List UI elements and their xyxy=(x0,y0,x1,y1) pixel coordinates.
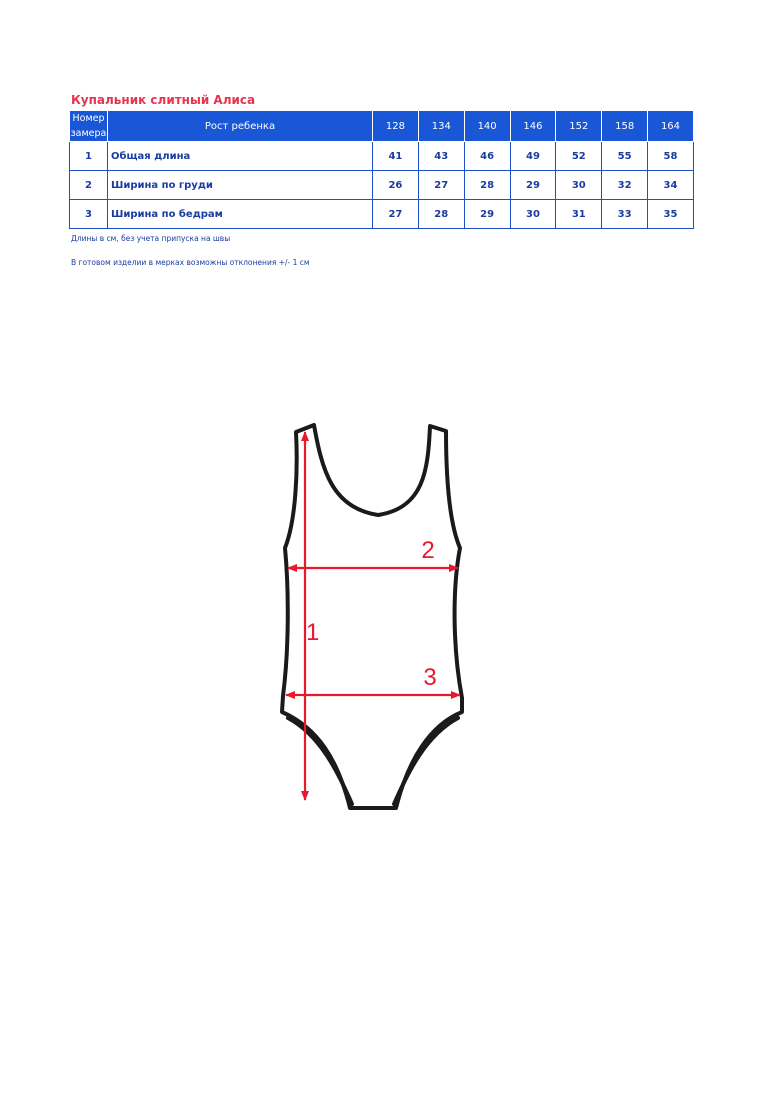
row-value: 33 xyxy=(602,200,648,229)
header-size: 158 xyxy=(602,111,648,142)
marker-3-label: 3 xyxy=(423,664,437,691)
right-leg-opening xyxy=(394,718,458,804)
marker-2-label: 2 xyxy=(421,537,435,564)
row-value: 30 xyxy=(556,171,602,200)
header-size: 164 xyxy=(648,111,694,142)
header-size: 152 xyxy=(556,111,602,142)
header-measure-number-line2: замера xyxy=(70,128,107,139)
row-number: 1 xyxy=(70,142,108,171)
row-value: 52 xyxy=(556,142,602,171)
row-label: Общая длина xyxy=(108,142,373,171)
row-value: 27 xyxy=(373,200,419,229)
row-value: 26 xyxy=(373,171,419,200)
swimsuit-outline xyxy=(282,425,462,808)
row-value: 46 xyxy=(464,142,510,171)
header-child-height: Рост ребенка xyxy=(108,111,373,142)
row-value: 27 xyxy=(418,171,464,200)
row-label: Ширина по бедрам xyxy=(108,200,373,229)
row-value: 30 xyxy=(510,200,556,229)
marker-1-label: 1 xyxy=(306,619,320,646)
row-value: 58 xyxy=(648,142,694,171)
row-value: 32 xyxy=(602,171,648,200)
header-size: 128 xyxy=(373,111,419,142)
row-number: 2 xyxy=(70,171,108,200)
row-value: 29 xyxy=(510,171,556,200)
row-value: 29 xyxy=(464,200,510,229)
row-number: 3 xyxy=(70,200,108,229)
row-value: 49 xyxy=(510,142,556,171)
row-value: 55 xyxy=(602,142,648,171)
left-leg-opening xyxy=(288,718,352,804)
row-value: 34 xyxy=(648,171,694,200)
header-measure-number-line1: Номер xyxy=(72,113,105,124)
note-units: Длины в см, без учета припуска на швы xyxy=(71,234,231,243)
header-size: 146 xyxy=(510,111,556,142)
row-label: Ширина по груди xyxy=(108,171,373,200)
row-value: 41 xyxy=(373,142,419,171)
row-value: 43 xyxy=(418,142,464,171)
row-value: 28 xyxy=(418,200,464,229)
row-value: 28 xyxy=(464,171,510,200)
row-value: 31 xyxy=(556,200,602,229)
note-tolerance: В готовом изделии в мерках возможны отклонения +/- 1 см xyxy=(71,258,310,267)
page-title: Купальник слитный Алиса xyxy=(71,93,256,107)
row-value: 35 xyxy=(648,200,694,229)
header-size: 134 xyxy=(418,111,464,142)
header-size: 140 xyxy=(464,111,510,142)
